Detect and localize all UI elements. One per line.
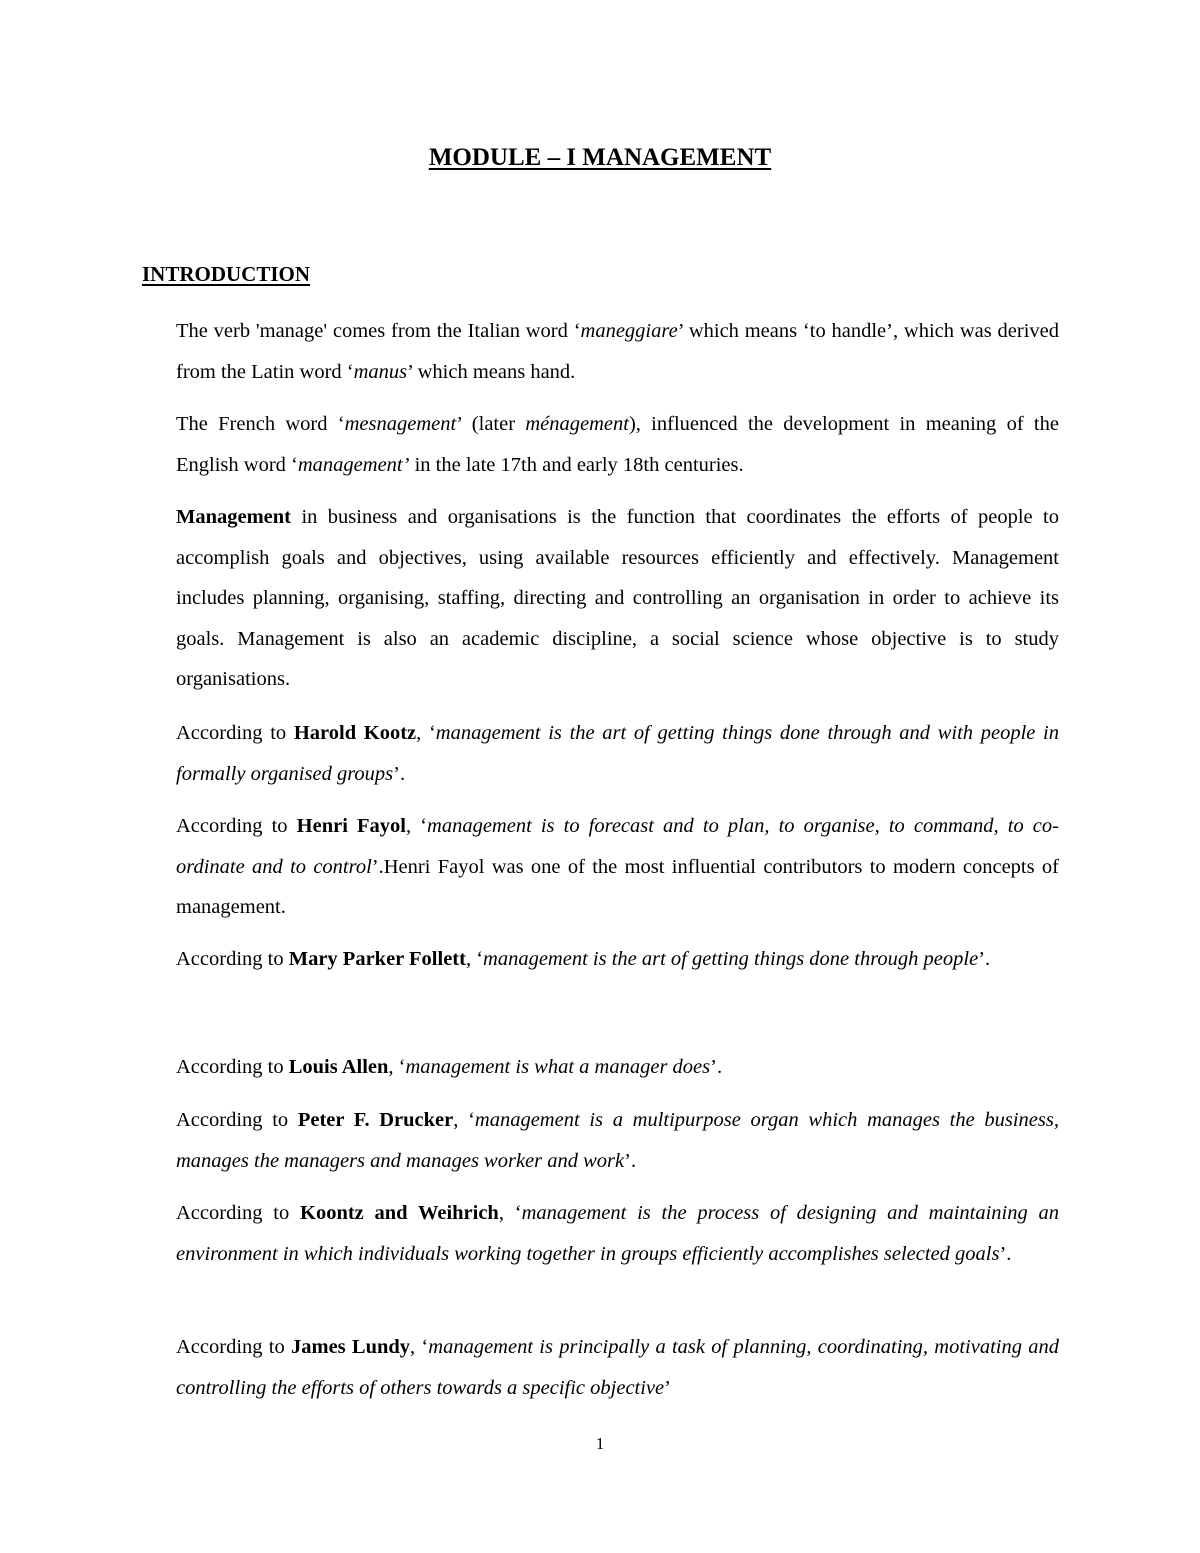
paragraph-etymology-french: The French word ‘mesnagement’ (later ménagement), influenced the development in meaning of the English word ‘management’ in the late 17th and early 18th centuries.	[176, 413, 1059, 476]
paragraph-quote-mary-parker-follett: According to Mary Parker Follett, ‘management is the art of getting things done through people’.	[176, 948, 991, 970]
paragraph-quote-harold-kootz: According to Harold Kootz, ‘management is the art of getting things done through and with people in formally organised groups’.	[176, 722, 1059, 785]
paragraph-quote-henri-fayol: According to Henri Fayol, ‘management is to forecast and to plan, to organise, to command, to co-ordinate and to control’.Henri Fayol was one of the most influential contributors to modern concepts of management.	[176, 815, 1059, 918]
paragraph-quote-james-lundy: According to James Lundy, ‘management is principally a task of planning, coordinating, motivating and controlling the efforts of others towards a specific objective’	[176, 1336, 1059, 1399]
paragraph-management-definition: Management in business and organisations is the function that coordinates the efforts of people to accomplish goals and objectives, using available resources efficiently and effectively. Management includes planning, organising, staffing, directing and controlling an organisation in order to achieve its goals. Management is also an academic discipline, a social science whose objective is to study organisations.	[176, 506, 1059, 690]
paragraph-quote-koontz-weihrich: According to Koontz and Weihrich, ‘management is the process of designing and maintaining an environment in which individuals working together in groups efficiently accomplishes selected goals’.	[176, 1202, 1059, 1265]
document-title: MODULE – I MANAGEMENT	[428, 144, 772, 171]
paragraph-quote-louis-allen: According to Louis Allen, ‘management is what a manager does’.	[176, 1056, 723, 1078]
page-number: 1	[595, 1434, 605, 1453]
paragraph-quote-peter-drucker: According to Peter F. Drucker, ‘management is a multipurpose organ which manages the business, manages the managers and manages worker and work’.	[176, 1109, 1059, 1172]
paragraph-etymology-italian: The verb 'manage' comes from the Italian word ‘maneggiare’ which means ‘to handle’, which was derived from the Latin word ‘manus’ which means hand.	[176, 320, 1059, 383]
section-heading-introduction: INTRODUCTION	[142, 262, 311, 286]
